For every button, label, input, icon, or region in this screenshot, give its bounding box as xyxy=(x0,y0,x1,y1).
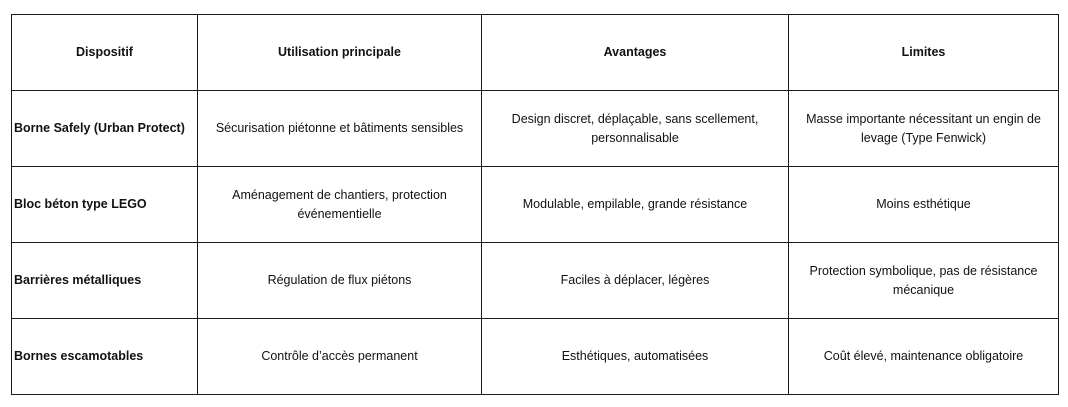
header-avantages: Avantages xyxy=(482,15,789,91)
cell-utilisation: Aménagement de chantiers, protection événementielle xyxy=(198,167,482,243)
header-dispositif: Dispositif xyxy=(12,15,198,91)
header-utilisation: Utilisation principale xyxy=(198,15,482,91)
table-row xyxy=(12,319,1059,395)
table-row xyxy=(12,91,1059,167)
cell-utilisation: Sécurisation piétonne et bâtiments sensibles xyxy=(198,91,482,167)
table-row xyxy=(12,243,1059,319)
header-row xyxy=(12,15,1059,91)
cell-utilisation: Contrôle d’accès permanent xyxy=(198,319,482,395)
cell-limites: Masse importante nécessitant un engin de levage (Type Fenwick) xyxy=(789,91,1059,167)
cell-avantages: Design discret, déplaçable, sans scellement, personnalisable xyxy=(482,91,789,167)
cell-avantages: Esthétiques, automatisées xyxy=(482,319,789,395)
table-row xyxy=(12,167,1059,243)
cell-utilisation: Régulation de flux piétons xyxy=(198,243,482,319)
table-body xyxy=(12,91,1059,395)
cell-avantages: Faciles à déplacer, légères xyxy=(482,243,789,319)
cell-dispositif: Bloc béton type LEGO xyxy=(12,167,198,243)
cell-avantages: Modulable, empilable, grande résistance xyxy=(482,167,789,243)
cell-limites: Coût élevé, maintenance obligatoire xyxy=(789,319,1059,395)
cell-dispositif: Bornes escamotables xyxy=(12,319,198,395)
comparison-table xyxy=(11,14,1059,395)
header-limites: Limites xyxy=(789,15,1059,91)
cell-limites: Protection symbolique, pas de résistance mécanique xyxy=(789,243,1059,319)
cell-limites: Moins esthétique xyxy=(789,167,1059,243)
table-header xyxy=(12,15,1059,91)
cell-dispositif: Barrières métalliques xyxy=(12,243,198,319)
cell-dispositif: Borne Safely (Urban Protect) xyxy=(12,91,198,167)
